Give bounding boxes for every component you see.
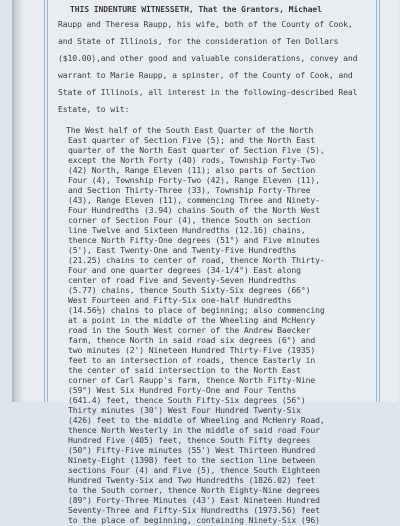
deed-line: corner of Carl Raupp's farm, thence North Fifty-Nine — [68, 375, 316, 385]
deed-line: except the North Forty (40) rods, Township Forty-Two — [68, 155, 316, 165]
deed-line: (89°) Forty-Three Minutes (43') East Nineteen Hundred — [68, 495, 320, 505]
deed-line: line Twelve and Sixteen Hundredths (12.16) chains, — [68, 225, 306, 235]
deed-line: (21.25) chains to center of road, thence North Thirty- — [68, 255, 325, 265]
deed-line: Four Hundredths (3.94) chains South of the North West — [68, 205, 320, 215]
deed-line: Estate, to wit: — [58, 104, 130, 114]
deed-line: Thirty minutes (30') West Four Hundred Twenty-Six — [68, 405, 301, 415]
deed-line: and State of Illinois, for the consideration of Ten Dollars — [58, 36, 339, 46]
deed-line: Four and one quarter degrees (34-1/4°) East along — [68, 265, 301, 275]
deed-line: the center of said intersection to the North East — [68, 365, 301, 375]
margin-rule — [47, 0, 48, 402]
deed-line: warrant to Marie Raupp, a spinster, of the County of Cook, and — [58, 70, 353, 80]
deed-line: The West half of the South East Quarter of the North — [66, 125, 314, 135]
deed-line: (641.4) feet, thence South Fifty-Six degrees (56°) — [68, 395, 306, 405]
deed-line: quarter of the North East quarter of Section Five (5), — [68, 145, 325, 155]
deed-line: farm, thence North in said road six degrees (6°) and — [68, 335, 316, 345]
page-fold-shadow — [14, 0, 24, 402]
deed-line: Hundred Five (405) feet, thence South Fifty degrees — [68, 435, 311, 445]
deed-line: to the place of beginning, containing Ninety-Six (96) — [68, 515, 320, 525]
deed-line: thence North Fifty-One degrees (51°) and Five minutes — [68, 235, 320, 245]
deed-line: to the South corner, thence North Eighty-Nine degrees — [68, 485, 320, 495]
deed-line: (14.56½) chains to place of beginning; also commencing — [68, 305, 325, 315]
deed-line: thence North Westerly in the middle of said road Four — [68, 425, 320, 435]
deed-line: ($10.00),and other good and valuable considerations, convey and — [58, 53, 358, 63]
deed-line: (59°) West Six Hundred Forty-One and Four Tenths — [68, 385, 297, 395]
deed-line: West Fourteen and Fifty-Six one-half Hundredths — [68, 295, 292, 305]
margin-rule — [44, 0, 45, 402]
deed-line: at a point in the middle of the Wheeling and McHenry — [68, 315, 316, 325]
deed-line: (43), Range Eleven (11), commencing Three and Ninety- — [68, 195, 320, 205]
deed-line: Hundred Twenty-Six and Two Hundredths (1826.02) feet — [68, 475, 316, 485]
deed-line: Four (4), Township Forty-Two (42), Range Eleven (11), — [68, 175, 320, 185]
deed-line: feet to an intersection of roads, thence Easterly in — [68, 355, 316, 365]
margin-rule — [376, 0, 377, 402]
deed-line: center of road Five and Seventy-Seven Hundredths — [68, 275, 297, 285]
deed-line: (5.77) chains, thence South Sixty-Six degrees (66°) — [68, 285, 311, 295]
deed-line: East quarter of Section Five (5); and the North East — [68, 135, 316, 145]
deed-line: (42) North, Range Eleven (11); also parts of Section — [68, 165, 316, 175]
deed-line: (426) feet to the middle of Wheeling and McHenry Road, — [68, 415, 325, 425]
deed-line: (5'), East Twenty-One and Twenty-Five Hundredths — [68, 245, 297, 255]
deed-line: road in the South West corner of the Andrew Baecker — [68, 325, 311, 335]
deed-line: two minutes (2') Nineteen Hundred Thirty-Five (1935) — [68, 345, 316, 355]
deed-line: (50°) Fifty-Five minutes (55') West Thirteen Hundred — [68, 445, 316, 455]
deed-line: State of Illinois, all interest in the following-described Real — [58, 87, 358, 97]
deed-line: sections Four (4) and Five (5), thence South Eighteen — [68, 465, 320, 475]
deed-line: Ninety-Eight (1398) feet to the section line between — [68, 455, 316, 465]
deed-line: corner of Section Four (4), thence South on section — [68, 215, 311, 225]
deed-line: Raupp and Theresa Raupp, his wife, both of the County of Cook, — [58, 19, 353, 29]
margin-rule — [379, 0, 380, 402]
deed-line: and Section Thirty-Three (33), Township Forty-Three — [68, 185, 311, 195]
deed-line: THIS INDENTURE WITNESSETH, That the Grantors, Michael — [70, 4, 322, 14]
deed-line: Seventy-Three and Fifty-Six Hundredths (1973.56) feet — [68, 505, 320, 515]
deed-page — [12, 0, 398, 525]
